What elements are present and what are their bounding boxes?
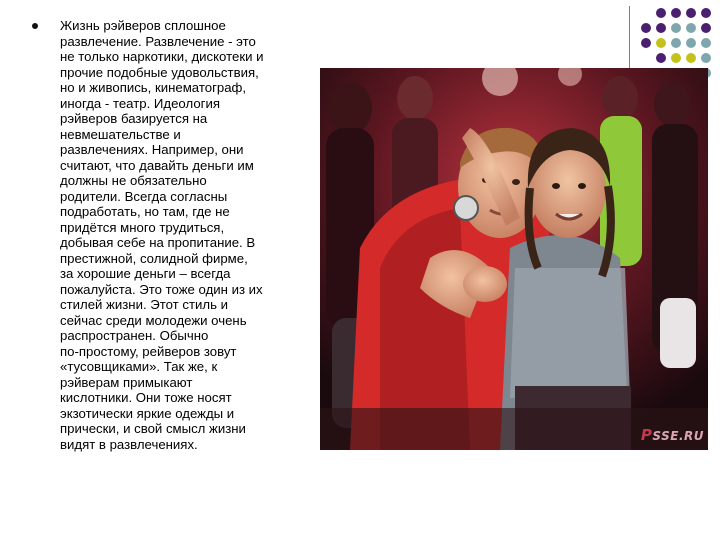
decorative-dot-icon <box>701 38 711 48</box>
party-photo-illustration <box>320 68 708 450</box>
decorative-dot-icon <box>671 38 681 48</box>
decorative-dot-icon <box>701 8 711 18</box>
watermark <box>641 426 704 444</box>
decorative-dot-icon <box>686 53 696 63</box>
bullet-text: Жизнь рэйверов сплошное развлечение. Развлечение - это не только наркотики, дискотеки и прочие подобные удовольствия, но и живопись, кинематограф, иногда - театр. Идеология рэйверов базируется на невмешательстве и развлечениях. Например, они считают, что давайть деньги им должны не обязательно родители. Всегда согласны подработать, но там, где не придётся много трудиться, добывая себе на пропитание. В престижной, солидной фирме, за хорошие деньги – всегда пожалуйста. Это тоже один из их стилей жизни. Этот стиль и сейчас среди молодежи очень распространен. Обычно по-простому, рейверов зовут «тусовщиками». Так же, к рэйверам примыкают кислотники. Они тоже носят экзотически яркие одежды и прически, и свой смысл жизни видят в развлечениях. <box>60 18 264 452</box>
decorative-dot-icon <box>686 8 696 18</box>
decorative-dot-icon <box>671 8 681 18</box>
decorative-dot-icon <box>701 23 711 33</box>
decorative-dot-icon <box>671 53 681 63</box>
decorative-dot-icon <box>686 23 696 33</box>
decorative-dot-icon <box>656 38 666 48</box>
bullet-item <box>34 18 312 452</box>
decorative-dot-icon <box>641 23 651 33</box>
decorative-dot-icon <box>671 23 681 33</box>
decorative-dot-icon <box>656 8 666 18</box>
party-photo <box>320 68 708 450</box>
watermark-prefix: P <box>640 426 653 444</box>
decorative-dot-icon <box>701 53 711 63</box>
decorative-dot-icon <box>686 38 696 48</box>
decorative-dot-icon <box>641 38 651 48</box>
decorative-dot-icon <box>656 53 666 63</box>
bullet-dot-icon <box>32 23 38 29</box>
decorative-dot-icon <box>656 23 666 33</box>
watermark-text: SSE.RU <box>652 429 704 443</box>
